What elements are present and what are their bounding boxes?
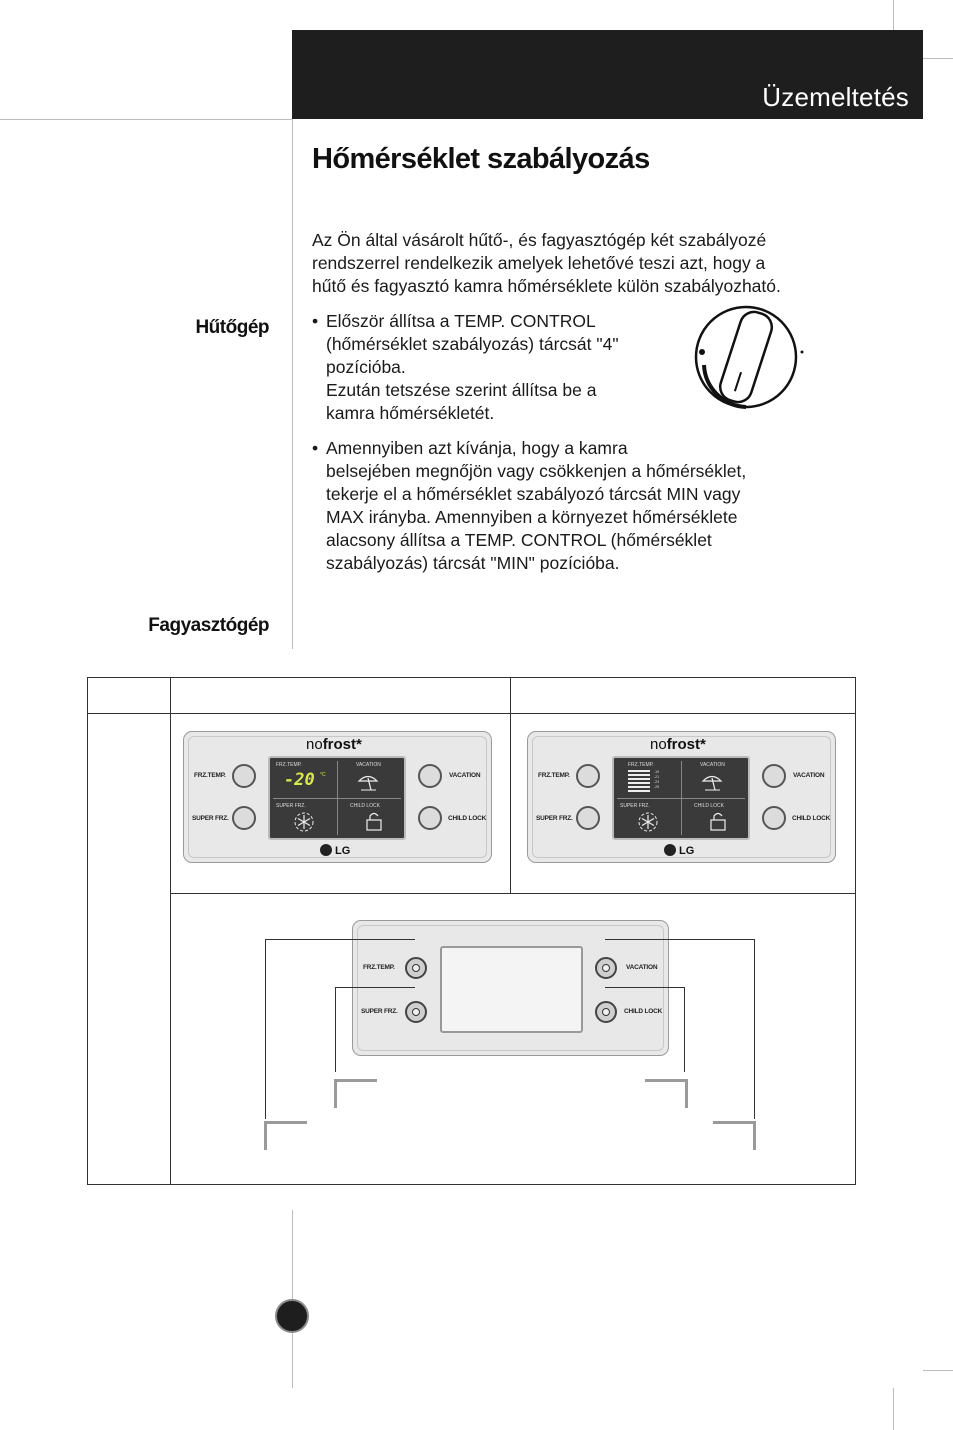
callout-line — [335, 987, 415, 988]
intro-line: rendszerrel rendelkezik amelyek lehetővé teszi azt, hogy a — [312, 253, 766, 273]
frz-temp-button[interactable] — [405, 957, 427, 979]
frz-temp-button[interactable] — [232, 764, 256, 788]
lock-icon — [708, 810, 728, 832]
super-frz-label: SUPER FRZ. — [192, 815, 229, 822]
display-screen — [268, 756, 406, 840]
snowflake-icon — [636, 810, 660, 834]
table-column-divider — [170, 677, 171, 1185]
callout-line — [605, 939, 755, 940]
control-panel-variant-b — [527, 731, 836, 863]
intro-line: hűtő és fagyasztó kamra hőmérséklete külön szabályozható. — [312, 276, 781, 296]
vacation-label: VACATION — [626, 964, 658, 971]
intro-line: Az Ön által vásárolt hűtő-, és fagyasztógép két szabályozé — [312, 230, 767, 250]
callout-bracket — [713, 1121, 756, 1150]
table-row-divider — [87, 713, 856, 714]
temperature-readout: -20 — [284, 770, 315, 790]
display-label-child-lock: CHILD LOCK — [350, 803, 381, 809]
crop-mark — [893, 0, 894, 30]
bullet-line: (hőmérséklet szabályozás) tárcsát "4" — [326, 334, 619, 354]
umbrella-icon — [356, 772, 380, 792]
vacation-label: VACATION — [449, 772, 481, 779]
vertical-divider — [292, 119, 293, 649]
fridge-section-label: Hűtőgép — [195, 317, 269, 338]
callout-line — [754, 939, 755, 1119]
bullet-line: MAX irányba. Amennyiben a környezet hőmérséklete — [326, 507, 738, 527]
callout-line — [265, 939, 266, 1119]
level-bar — [628, 782, 650, 784]
frz-temp-label: FRZ.TEMP. — [538, 772, 570, 779]
lg-logo: LG — [664, 844, 694, 857]
frz-temp-label: FRZ.TEMP. — [363, 964, 395, 971]
bullet-line: Amennyiben azt kívánja, hogy a kamra — [326, 438, 628, 458]
bullet-line: alacsony állítsa a TEMP. CONTROL (hőmérséklet — [326, 530, 712, 550]
frz-temp-button[interactable] — [576, 764, 600, 788]
nofrost-logo: nofrost* — [306, 736, 362, 753]
temperature-unit: °C — [320, 772, 326, 778]
crop-mark — [923, 1370, 953, 1371]
super-frz-button[interactable] — [232, 806, 256, 830]
super-frz-label: SUPER FRZ. — [361, 1008, 398, 1015]
frz-temp-label: FRZ.TEMP. — [194, 772, 226, 779]
table-row-divider — [170, 893, 856, 894]
display-screen — [612, 756, 750, 840]
super-frz-button[interactable] — [576, 806, 600, 830]
bullet-line: Először állítsa a TEMP. CONTROL — [326, 311, 596, 331]
callout-line — [684, 987, 685, 1072]
vacation-button[interactable] — [595, 957, 617, 979]
display-label-super-frz: SUPER FRZ. — [276, 803, 306, 809]
bullet-marker: • — [312, 438, 319, 458]
child-lock-button[interactable] — [418, 806, 442, 830]
callout-bracket — [334, 1079, 377, 1108]
bullet-line: kamra hőmérsékletét. — [326, 403, 495, 423]
freezer-section-label: Fagyasztógép — [148, 615, 269, 636]
vacation-label: VACATION — [793, 772, 825, 779]
callout-line — [605, 987, 685, 988]
callout-bracket — [645, 1079, 688, 1108]
temperature-level-labels: -19 -21 -23 -25 — [654, 770, 660, 789]
display-label-super-frz: SUPER FRZ. — [620, 803, 650, 809]
page-number-circle — [275, 1299, 309, 1333]
level-bar — [628, 778, 650, 780]
bullet-item — [312, 310, 692, 425]
snowflake-icon — [292, 810, 316, 834]
child-lock-button[interactable] — [595, 1001, 617, 1023]
level-bar — [628, 786, 650, 788]
page-title: Hőmérséklet szabályozás — [312, 143, 650, 175]
vacation-button[interactable] — [762, 764, 786, 788]
control-panel-variant-a — [183, 731, 492, 863]
bullet-marker: • — [312, 311, 319, 331]
display-label-vacation: VACATION — [356, 762, 381, 768]
bullet-line: belsejében megnőjön vagy csökkenjen a hőmérséklet, — [326, 461, 747, 481]
bullet-line: pozícióba. — [326, 357, 406, 377]
bullet-line: tekerje el a hőmérséklet szabályozó tárcsát MIN vagy — [326, 484, 741, 504]
display-label-frz-temp: FRZ.TEMP. — [276, 762, 302, 768]
vacation-button[interactable] — [418, 764, 442, 788]
callout-line — [335, 987, 336, 1072]
lg-logo: LG — [320, 844, 350, 857]
temperature-dial-icon — [690, 303, 810, 415]
child-lock-label: CHILD LOCK — [624, 1008, 663, 1015]
callout-line — [265, 939, 415, 940]
display-label-vacation: VACATION — [700, 762, 725, 768]
child-lock-label: CHILD LOCK — [792, 815, 831, 822]
super-frz-label: SUPER FRZ. — [536, 815, 573, 822]
level-bar — [628, 770, 650, 772]
display-screen — [440, 946, 583, 1033]
crop-mark — [923, 58, 953, 59]
left-header-rule — [0, 119, 292, 120]
child-lock-button[interactable] — [762, 806, 786, 830]
crop-mark — [893, 1388, 894, 1430]
nofrost-logo: nofrost* — [650, 736, 706, 753]
child-lock-label: CHILD LOCK — [448, 815, 487, 822]
super-frz-button[interactable] — [405, 1001, 427, 1023]
lock-icon — [364, 810, 384, 832]
callout-bracket — [264, 1121, 307, 1150]
display-label-child-lock: CHILD LOCK — [694, 803, 725, 809]
level-bar — [628, 774, 650, 776]
display-label-frz-temp: FRZ.TEMP. — [628, 762, 654, 768]
intro-paragraph — [312, 229, 872, 298]
control-panel-diagram — [352, 920, 669, 1056]
section-title: Üzemeltetés — [762, 82, 909, 112]
bullet-line: Ezután tetszése szerint állítsa be a — [326, 380, 597, 400]
table-column-divider — [510, 677, 511, 893]
bullet-item — [312, 437, 852, 575]
temperature-level-bars — [628, 770, 650, 792]
umbrella-icon — [700, 772, 724, 792]
level-bar — [628, 790, 650, 792]
bullet-line: szabályozás) tárcsát "MIN" pozícióba. — [326, 553, 620, 573]
